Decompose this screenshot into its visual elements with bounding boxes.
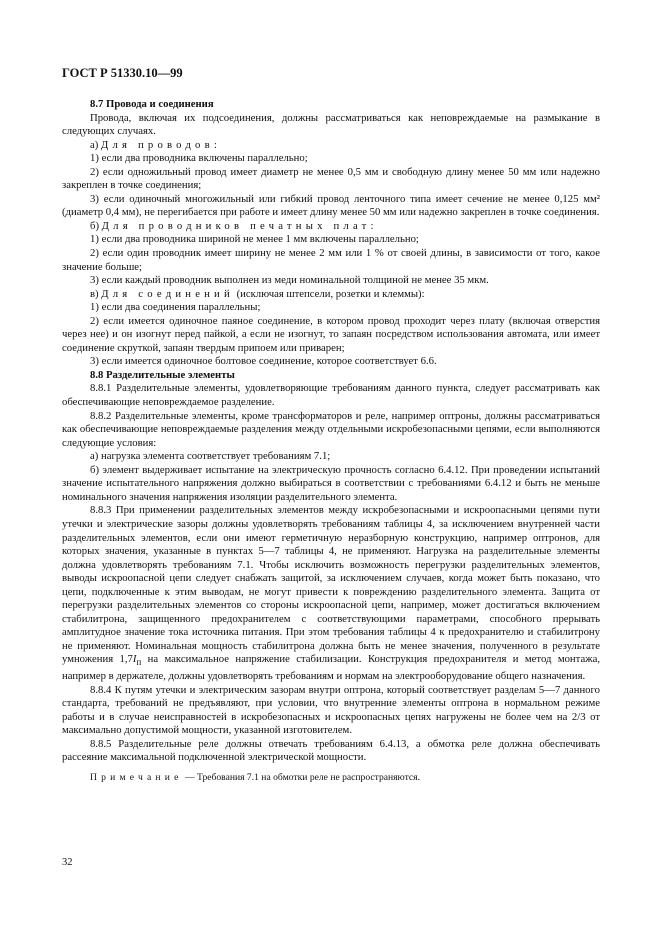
item-c3: 3) если имеется одиночное болтовое соединение, которое соответствует 6.6. [90,355,437,368]
item-a3: 3) если одиночный многожильный или гибкий провод ленточного типа имеет сечение не менее 0,125 мм² (диаметр 0,4 мм), не перегибается при работе и имеет длину менее 50 мм или надежно закреплен в точке соединения. [62,192,600,219]
page-number: 32 [62,857,73,868]
item-c2: 2) если имеется одиночное паяное соединение, в котором провод проходит через плату (включая отверстия через нее) и он изогнут перед пайкой, а если не изогнут, то запаян посредством использования автомата, или имеет соединение скруткой, запаян твердым припоем или приварен; [62,314,600,354]
item-b3: 3) если каждый проводник выполнен из меди номинальной толщиной не менее 35 мкм. [90,274,489,287]
item-a1: 1) если два проводника включены параллельно; [90,152,308,165]
paragraph-8-8-2-b: б) элемент выдерживает испытание на электрическую прочность согласно 6.4.12. При проведении испытаний значение испытательного напряжения должно выбираться в соответствии с требованиями 6.4.12 и быть не меньше номинального значения напряжения изоляции разделительного элемента. [62,463,600,503]
paragraph-8-8-1: 8.8.1 Разделительные элементы, удовлетворяющие требованиям данного пункта, следует рассматривать как обеспечивающие неповреждаемое разделение. [62,382,600,409]
item-b1: 1) если два проводника шириной не менее 1 мм включены параллельно; [90,233,419,246]
section-8-7-intro: Провода, включая их подсоединения, должны рассматриваться как неповреждаемые на размыкание в следующих случаях. [62,111,600,138]
item-b2: 2) если один проводник имеет ширину не менее 2 мм или 1 % от своей длины, в зависимости от того, какое значение больше; [62,247,600,273]
subsection-c-tail: (исключая штепсели, розетки и клеммы): [236,287,425,300]
paragraph-8-8-4: 8.8.4 К путям утечки и электрическим зазорам внутри оптрона, который соответствует разделам 5—7 данного стандарта, требований не предъявляют, при условии, что внутренние элементы оптрона в нормальном режиме работы и в случае неисправностей в искробезопасных и искроопасных цепях нагружены не более чем на 2/3 от максимально допустимой мощности, указанной изготовителем. [62,683,600,737]
current-variable: I [132,653,137,666]
subsection-b-heading [62,220,600,234]
paragraph-8-8-2: 8.8.2 Разделительные элементы, кроме трансформаторов и реле, например оптроны, должны рассматриваться как обеспечивающие неповреждаемые разделения между отдельными искробезопасными цепями, если выполняются следующие условия: [62,409,600,449]
paragraph-8-8-3 [62,504,600,683]
note [62,771,600,785]
note-label: Примечание [90,771,183,783]
section-8-7-heading: 8.7 Провода и соединения [90,98,214,110]
subsection-a-label: а) [90,138,99,151]
item-c1: 1) если два соединения параллельны; [90,301,261,314]
subsection-b-label: б) [90,219,99,232]
section-8-8-heading: 8.8 Разделительные элементы [90,368,235,381]
subsection-c-label: в) [90,287,99,300]
paragraph-8-8-5: 8.8.5 Разделительные реле должны отвечать требованиям 6.4.13, а обмотка реле должна обеспечивать рассеяние максимальной подключенной электрической мощности. [62,737,600,764]
multiplier-coefficient: 1,7 [119,653,133,666]
paragraph-8-8-2-a: а) нагрузка элемента соответствует требованиям 7.1; [90,450,331,463]
subsection-a-tail: : [213,138,217,151]
standard-header: ГОСТ Р 51330.10—99 [62,66,183,80]
subsection-c-title: Для соединений [101,287,234,300]
subsection-a-title: Для проводов [100,138,214,151]
subsection-c-heading [62,288,600,302]
current-subscript: п [136,657,142,668]
note-text: — Требования 7.1 на обмотки реле не распространяются. [182,771,420,783]
subsection-b-title: Для проводников печатных плат [101,219,371,232]
paragraph-8-8-3-text-continued: на максимальное напряжение стабилизации. Конструкция предохранителя и метод монтажа, например в держателе, должны удовлетворять требованиям и нормам на электрооборудование общего назначения. [62,653,600,683]
paragraph-8-8-3-text: 8.8.3 При применении разделительных элементов между искробезопасными и искроопасными цепями пути утечки и электрические зазоры должны удовлетворять требованиям таблицы 4, за исключением внутренней части разделительных элементов, если они имеют герметичную неразборную конструкцию, например оптронов, для которых значения, указанные в пунктах 5—7 таблицы 4, не применяют. Нагрузка на разделительные элементы должна удовлетворять требованиям 7.1. Чтобы исключить возможность перегрузки разделительных элементов, выводы искроопасной цепи следует снабжать защитой, за исключением случаев, когда может быть показано, что цепи, подключенные к этим выводам, не могут привести к повреждению разделительного элемента. Защита от перегрузки разделительных элементов со стороны искроопасной цепи, например, может достигаться включением стабилитрона, защищенного предохранителем с соответствующими параметрами, способного прерывать амплитудное значение тока источника питания. При этом требования таблицы 4 к предохранителю и стабилитрону не применяют. Номинальная мощность стабилитрона должна быть не менее значения, полученного в результате умножения [62,504,600,666]
subsection-b-tail: : [370,219,374,232]
subsection-a-heading [62,139,600,153]
document-body [62,98,600,784]
item-a2: 2) если одножильный провод имеет диаметр не менее 0,5 мм и свободную длину менее 50 мм или надежно закреплен в точке соединения; [62,165,600,192]
